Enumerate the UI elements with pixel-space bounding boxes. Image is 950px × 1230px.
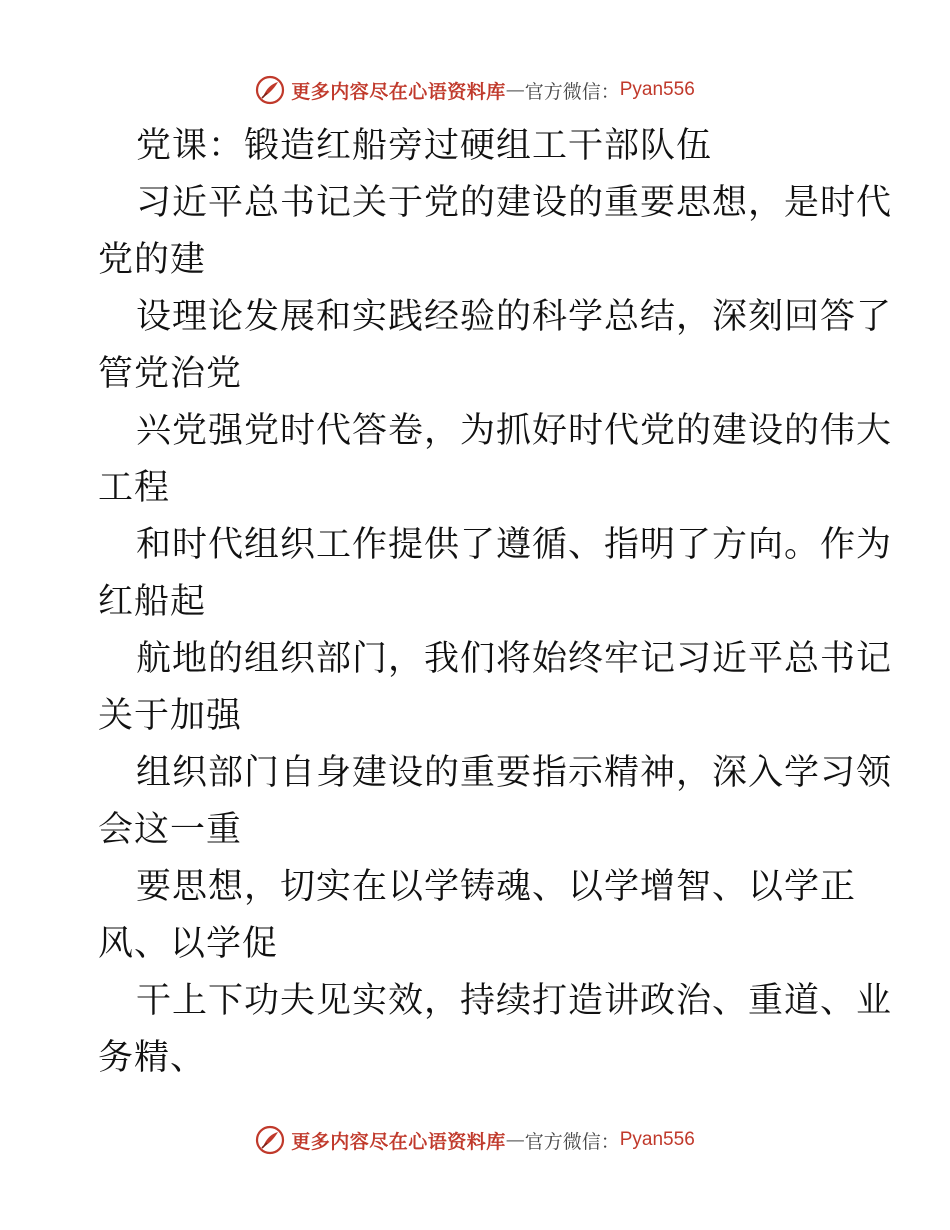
text-line: 习近平总书记关于党的建设的重要思想，是时代 [136, 183, 893, 223]
banner-separator: — [505, 79, 525, 101]
text-line: 管党治党 [98, 354, 243, 394]
text-line: 会这一重 [98, 810, 243, 850]
banner-wechat-label: 官方微信： [524, 80, 620, 103]
banner-wechat-id: Pyan556 [619, 1129, 695, 1150]
header-banner [0, 70, 950, 110]
footer-banner [0, 1120, 950, 1160]
text-line: 组织部门自身建设的重要指示精神，深入学习领 [136, 753, 893, 793]
banner-slogan: 更多内容尽在心语资料库 [291, 1130, 506, 1153]
banner-wechat-id: Pyan556 [619, 79, 695, 100]
text-line: 干上下功夫见实效，持续打造讲政治、重道、业 [136, 981, 893, 1021]
document-title: 党课：锻造红船旁过硬组工干部队伍 [136, 126, 713, 166]
banner-separator: — [505, 1129, 525, 1151]
text-line: 党的建 [98, 240, 207, 280]
text-line: 务精、 [98, 1038, 207, 1078]
banner-slogan: 更多内容尽在心语资料库 [291, 80, 506, 103]
text-line: 和时代组织工作提供了遵循、指明了方向。作为 [136, 525, 893, 565]
feather-pen-logo-icon [255, 1125, 285, 1155]
feather-pen-logo-icon [255, 75, 285, 105]
text-line: 关于加强 [98, 696, 243, 736]
document-body [98, 118, 893, 1087]
text-line: 风、以学促 [98, 924, 279, 964]
text-line: 设理论发展和实践经验的科学总结，深刻回答了 [136, 297, 893, 337]
text-line: 航地的组织部门，我们将始终牢记习近平总书记 [136, 639, 893, 679]
text-line: 要思想，切实在以学铸魂、以学增智、以学正 [136, 867, 857, 907]
text-line: 工程 [98, 468, 171, 508]
banner-wechat-label: 官方微信： [524, 1130, 620, 1153]
text-line: 红船起 [98, 582, 207, 622]
text-line: 兴党强党时代答卷，为抓好时代党的建设的伟大 [136, 411, 893, 451]
